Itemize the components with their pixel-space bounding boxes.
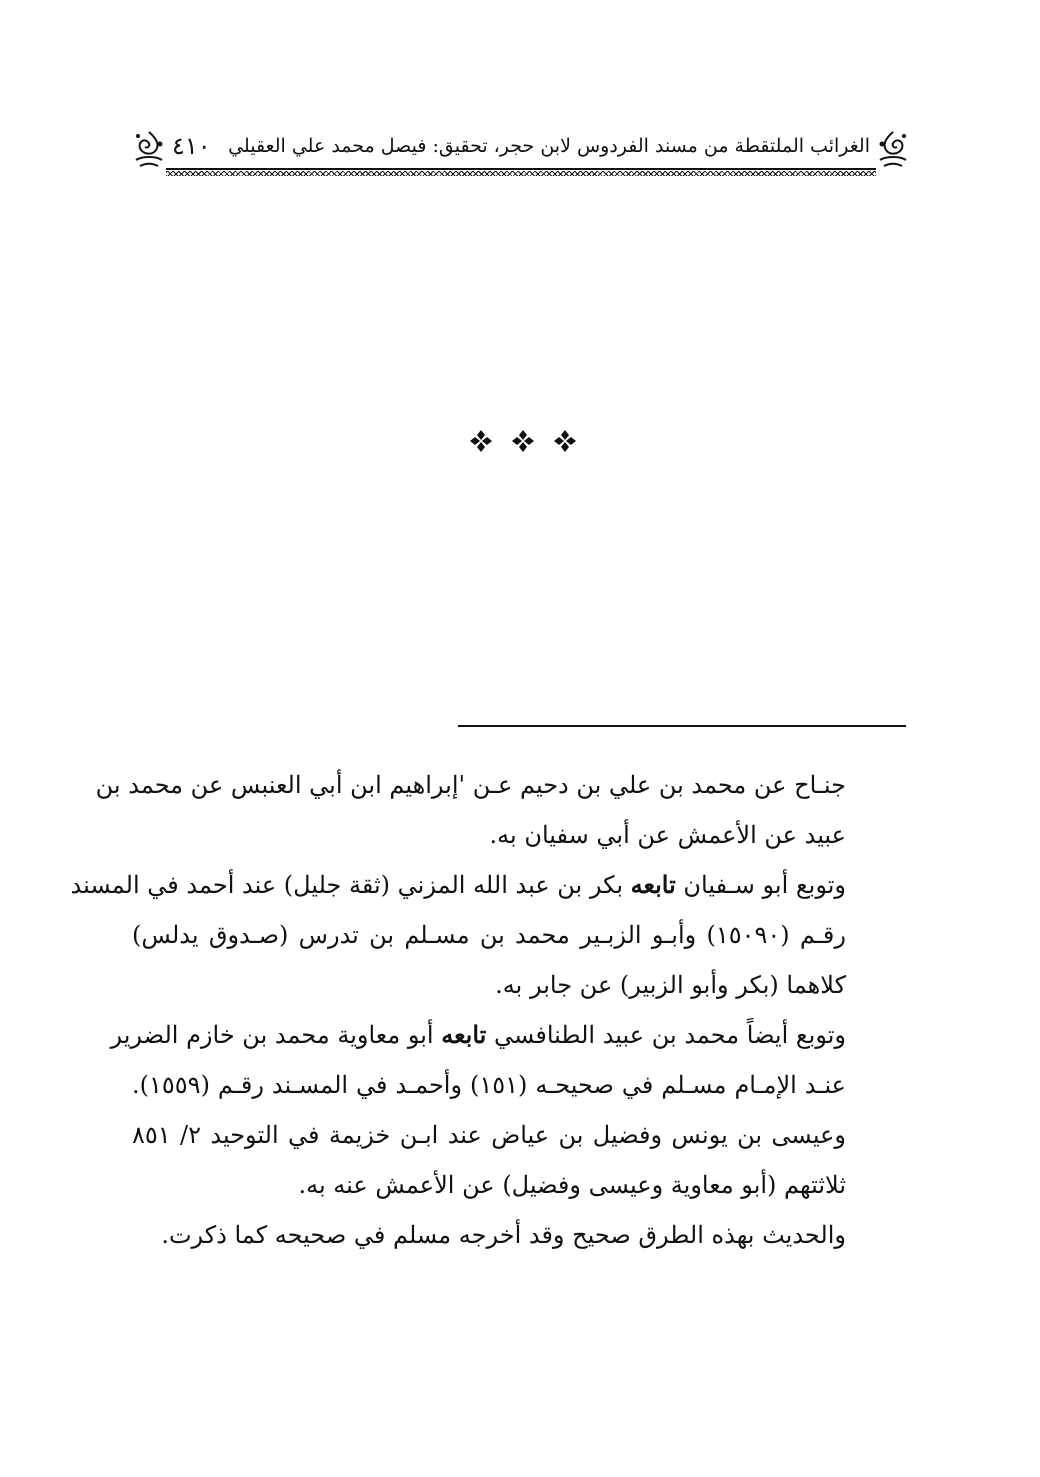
section-separator: [468, 426, 578, 456]
text-line: [132, 810, 846, 860]
text-segment: رقـم (١٥٠٩٠) وأبـو الزبـير محمد بن مسـلم بن تدرس (صـدوق يدلس): [132, 921, 846, 949]
text-segment: والحديث بهذه الطرق صحيح وقد أخرجه مسلم في صحيحه كما ذكرت.: [161, 1221, 846, 1249]
text-segment: وتوبع أيضاً محمد بن عبيد الطنافسي: [486, 1021, 846, 1049]
running-header: [132, 124, 910, 178]
header-text: [172, 128, 870, 164]
diamond-ornament-icon: [510, 428, 536, 454]
footnote-rule: [458, 725, 906, 727]
text-segment: وعيسى بن يونس وفضيل بن عياض عند ابـن خزيمة في التوحيد ٢/ ٨٥١: [132, 1121, 846, 1149]
header-border-pattern: [166, 171, 876, 176]
text-segment: عنـد الإمـام مسـلم في صحيحـه (١٥١) وأحمـد في المسـند رقـم (١٥٥٩).: [132, 1071, 847, 1099]
text-segment: جنـاح عن محمد بن علي بن دحيم عـن 'إبراهيم ابن أبي العنبس عن محمد بن: [95, 771, 846, 799]
text-line: [132, 910, 846, 960]
text-line: [110, 1010, 846, 1060]
text-segment: وتوبع أبو سـفيان: [675, 871, 846, 899]
text-segment: أبو معاوية محمد بن خازم الضرير: [110, 1021, 442, 1049]
diamond-ornament-icon: [552, 428, 578, 454]
text-segment: ثلاثتهم (أبو معاوية وعيسى وفضيل) عن الأعمش عنه به.: [298, 1171, 846, 1199]
page-number: ٤١٠: [172, 132, 211, 160]
footnote-paragraph: [70, 860, 846, 1010]
text-line: [132, 1060, 846, 1110]
text-segment: بكر بن عبد الله المزني (ثقة جليل) عند أحمد في المسند: [70, 871, 631, 899]
footnote-paragraph: [95, 760, 846, 860]
diamond-ornament-icon: [468, 428, 494, 454]
footnote-paragraph: [110, 1010, 847, 1210]
text-line: [70, 860, 846, 910]
footnote-paragraph: [132, 1210, 846, 1260]
bold-keyword: تابعه: [630, 870, 676, 899]
bold-keyword: تابعه: [441, 1020, 487, 1049]
header-rule: [166, 168, 876, 170]
book-title: الغرائب الملتقطة من مسند الفردوس لابن حجر، تحقيق: فيصل محمد علي العقيلي: [228, 135, 870, 157]
text-line: [132, 1160, 846, 1210]
floral-ornament-icon: [132, 130, 166, 170]
text-line: [95, 760, 846, 810]
text-line: [132, 960, 846, 1010]
text-segment: عبيد عن الأعمش عن أبي سفيان به.: [489, 821, 846, 849]
footnote-body: [70, 760, 847, 1260]
text-line: [132, 1210, 846, 1260]
text-line: [132, 1110, 846, 1160]
floral-ornament-icon: [876, 130, 910, 170]
text-segment: كلاهما (بكر وأبو الزبير) عن جابر به.: [495, 971, 846, 999]
